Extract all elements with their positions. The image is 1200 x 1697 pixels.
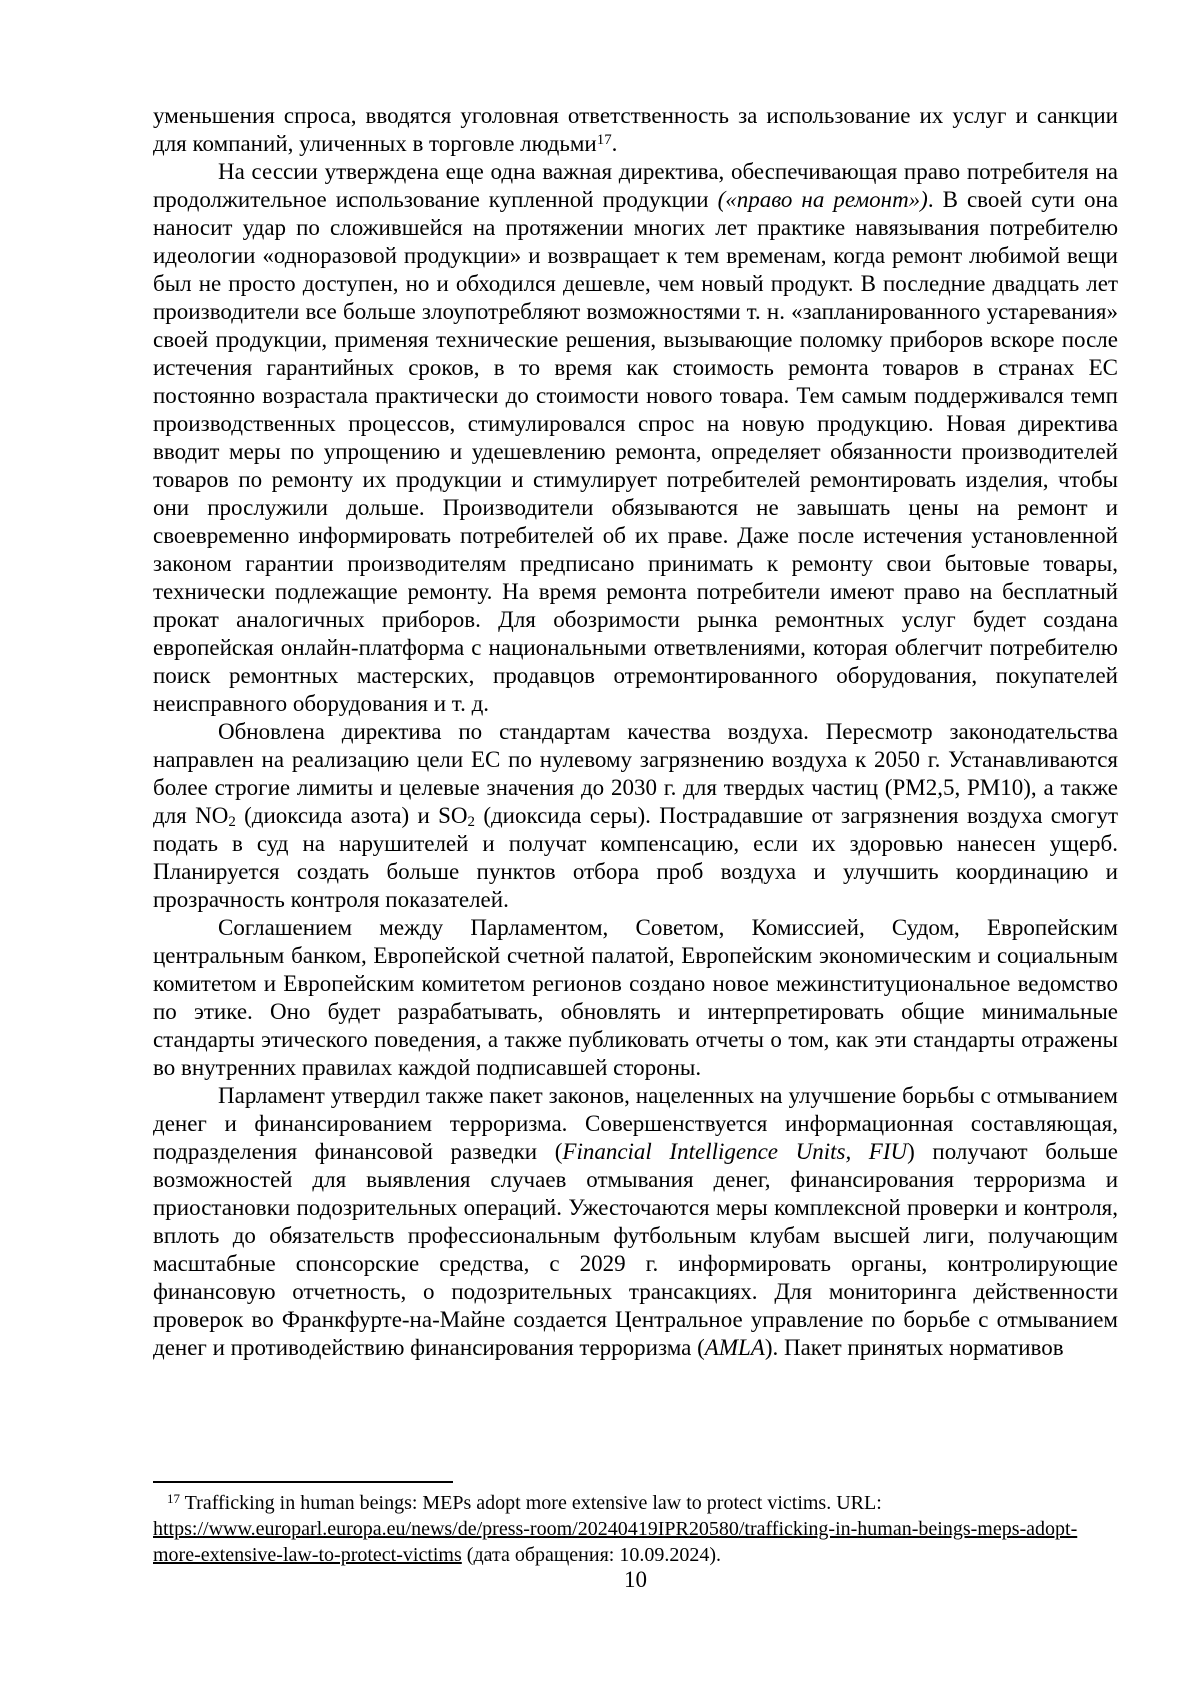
- text-run: 17: [167, 1491, 180, 1507]
- text-run: Парламент утвердил также пакет законов, нацеленных на улучшение борьбы с отмыванием денег и финансированием терроризма. Совершенствуется информационная составляющая, подразделения финансовой разведки (: [153, 1083, 1118, 1164]
- text-run: . В своей сути она наносит удар по сложившейся на протяжении многих лет практике навязывания потребителю идеологии «одноразовой продукции» и возвращает к тем временам, когда ремонт любимой вещи был не просто доступен, но и обходился дешевле, чем новый продукт. В последние двадцать лет производители все больше злоупотребляют возможностями т. н. «запланированного устаревания» своей продукции, применяя технические решения, вызывающие поломку приборов вскоре после истечения гарантийных сроков, в то время как стоимость ремонта товаров в странах ЕС постоянно возрастала практически до стоимости нового товара. Тем самым поддерживался темп производственных процессов, стимулировался спрос на новую продукцию. Новая директива вводит меры по упрощению и удешевлению ремонта, определяет обязанности производителей товаров по ремонту их продукции и стимулирует потребителей ремонтировать изделия, чтобы они прослужили дольше. Производители обязываются не завышать цены на ремонт и своевременно информировать потребителей об их праве. Даже после истечения установленной законом гарантии производителям предписано принимать к ремонту свои бытовые товары, технически подлежащие ремонту. На время ремонта потребители имеют право на бесплатный прокат аналогичных приборов. Для обозримости рынка ремонтных услуг будет создана европейская онлайн-платформа с национальными ответвлениями, которая облегчит потребителю поиск ремонтных мастерских, продавцов отремонтированного оборудования, покупателей неисправного оборудования и т. д.: [153, 187, 1118, 716]
- body-paragraph-3: [153, 718, 1118, 914]
- body-paragraph-4: [153, 914, 1118, 1082]
- text-run: («право на ремонт»): [717, 187, 928, 212]
- text-run: ). Пакет принятых нормативов: [764, 1335, 1064, 1360]
- text-run: На сессии утверждена еще одна важная директива, обеспечивающая право потребителя на продолжительное использование купленной продукции: [153, 159, 1118, 212]
- text-run: уменьшения спроса, вводятся уголовная ответственность за использование их услуг и санкции для компаний, уличенных в торговле людьми: [153, 103, 1118, 156]
- text-run: (диоксида азота) и SO: [235, 803, 468, 828]
- text-run: (дата обращения: 10.09.2024).: [461, 1544, 721, 1566]
- text-run: 2: [228, 813, 236, 830]
- text-run: Обновлена директива по стандартам качества воздуха. Пересмотр законодательства направлен на реализацию цели ЕС по нулевому загрязнению воздуха к 2050 г. Устанавливаются более строгие лимиты и целевые значения до 2030 г. для твердых частиц (PM2,5, PM10), а также для NO: [153, 719, 1118, 828]
- footnote-separator: [153, 1481, 453, 1483]
- text-run: (диоксида серы). Пострадавшие от загрязнения воздуха смогут подать в суд на нарушителей и получат компенсацию, если их здоровью нанесен ущерб. Планируется создать больше пунктов отбора проб воздуха и улучшить координацию и прозрачность контроля показателей.: [153, 803, 1119, 912]
- text-run: .: [611, 131, 618, 156]
- body-paragraph-1: [153, 102, 1118, 158]
- text-run: Financial Intelligence Units, FIU: [562, 1139, 908, 1164]
- text-run: Trafficking in human beings: MEPs adopt more extensive law to protect victims. URL:: [180, 1492, 882, 1514]
- text-run: 17: [596, 132, 612, 149]
- footnote-link[interactable]: https://www.europarl.europa.eu/news/de/press-room/20240419IPR20580/trafficking-in-human-beings-meps-adopt-more-extensive-law-to-protect-victims: [153, 1518, 1078, 1566]
- body-paragraph-2: [153, 158, 1118, 718]
- footnote-17: [153, 1490, 1118, 1568]
- text-run: 2: [467, 813, 475, 830]
- body-paragraph-5: [153, 1082, 1118, 1362]
- text-run: ) получают больше возможностей для выявления случаев отмывания денег, финансирования терроризма и приостановки подозрительных операций. Ужесточаются меры комплексной проверки и контроля, вплоть до обязательств профессиональным футбольным клубам высшей лиги, получающим масштабные спонсорские средства, с 2029 г. информировать органы, контролирующие финансовую отчетность, о подозрительных трансакциях. Для мониторинга действенности проверок во Франкфурте-на-Майне создается Центральное управление по борьбе с отмыванием денег и противодействию финансирования терроризма (: [153, 1139, 1118, 1360]
- page-number: 10: [624, 1567, 647, 1592]
- footnote-area: [153, 1481, 1118, 1568]
- text-run: Соглашением между Парламентом, Советом, Комиссией, Судом, Европейским центральным банком, Европейской счетной палатой, Европейским экономическим и социальным комитетом и Европейским комитетом регионов создано новое межинституциональное ведомство по этике. Оно будет разрабатывать, обновлять и интерпретировать общие минимальные стандарты этического поведения, а также публиковать отчеты о том, как эти стандарты отражены во внутренних правилах каждой подписавшей стороны.: [153, 915, 1118, 1080]
- text-run: AMLA: [704, 1335, 765, 1360]
- page-body: [153, 102, 1118, 1362]
